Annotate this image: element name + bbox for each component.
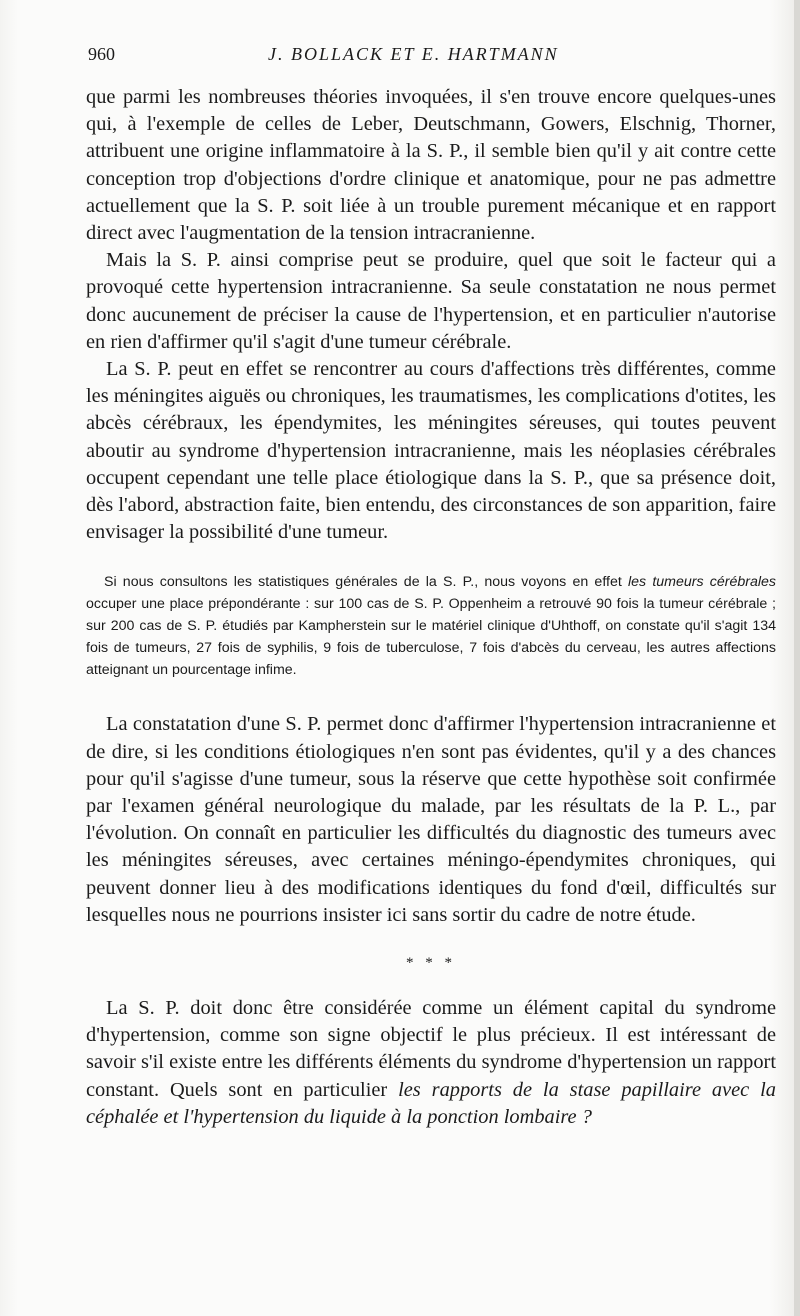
page-edge (794, 0, 800, 1316)
footnote-text-start: Si nous consultons les statistiques générales de la S. P., nous voyons en effet (104, 574, 628, 591)
footnote-statistics (86, 572, 776, 681)
page-number: 960 (88, 44, 115, 64)
paragraph-4: La constatation d'une S. P. permet donc d'affirmer l'hypertension intracranienne et de dire, si les conditions étiologiques n'en sont pas évidentes, qu'il y a des chances pour qu'il s'agisse d'une tumeur, sous la réserve que cette hypothèse soit confirmée par l'examen général neurologique du malade, par les résultats de la P. L., par l'évolution. On connaît en particulier les difficultés du diagnostic des tumeurs avec les méningites séreuses, avec certaines méningo-épendymites chroniques, qui peuvent donner lieu à des modifications identiques du fond d'œil, difficultés sur lesquelles nous ne pourrions insister ici sans sortir du cadre de notre étude. (86, 713, 776, 926)
running-title: J. BOLLACK ET E. HARTMANN (268, 44, 559, 64)
page-body (86, 84, 776, 1131)
footnote-text-end: occuper une place prépondérante : sur 100 cas de S. P. Oppenheim a retrouvé 90 fois la tumeur cérébrale ; sur 200 cas de S. P. étudiés par Kampherstein sur le matériel clinique d'Uhthoff, on constate qu'il s'agit 134 fois de tumeurs, 27 fois de syphilis, 9 fois de tuberculose, 7 fois d'abcès du cerveau, les autres affections atteignant un pourcentage infime. (86, 596, 776, 678)
paragraph-2: Mais la S. P. ainsi comprise peut se produire, quel que soit le facteur qui a provoqué cette hypertension intracranienne. Sa seule constatation ne nous permet donc aucunement de préciser la cause de l'hypertension, et en particulier n'autorise en rien d'affirmer qu'il s'agit d'une tumeur cérébrale. (86, 249, 776, 353)
paragraph-3: La S. P. peut en effet se rencontrer au cours d'affections très différentes, comme les méningites aiguës ou chroniques, les traumatismes, les complications d'otites, les abcès cérébraux, les épendymites, les méningites séreuses, qui toutes peuvent aboutir au syndrome d'hypertension intracranienne, mais les néoplasies cérébrales occupent cependant une telle place étiologique dans la S. P., que sa présence doit, dès l'abord, abstraction faite, bien entendu, des circonstances de son apparition, faire envisager la possibilité d'une tumeur. (86, 358, 776, 544)
page-header (88, 44, 778, 70)
footnote-italic: les tumeurs cérébrales (627, 574, 777, 591)
paragraph-1: que parmi les nombreuses théories invoquées, il s'en trouve encore quelques-unes qui, à l'exemple de celles de Leber, Deutschmann, Gowers, Elschnig, Thorner, attribuent une origine inflammatoire à la S. P., il semble bien qu'il y ait contre cette conception trop d'objections d'ordre clinique et anatomique, pour ne pas admettre actuellement que la S. P. soit liée à un trouble purement mécanique et en rapport direct avec l'augmentation de la tension intracranienne. (86, 86, 776, 245)
paragraph-5-text: La S. P. doit donc être considérée comme un élément capital du syndrome d'hypertension, comme son signe objectif le plus précieux. Il est intéressant de savoir s'il existe entre les différents éléments du syndrome d'hypertension un rapport constant. Quels sont en particulier (86, 997, 776, 1101)
section-separator: * * * (406, 955, 456, 972)
paragraph-5-italic: les rapports de la stase papillaire avec la céphalée et l'hypertension du liquide à la ponction lombaire ? (86, 1078, 776, 1128)
paragraph-5 (86, 995, 776, 1131)
